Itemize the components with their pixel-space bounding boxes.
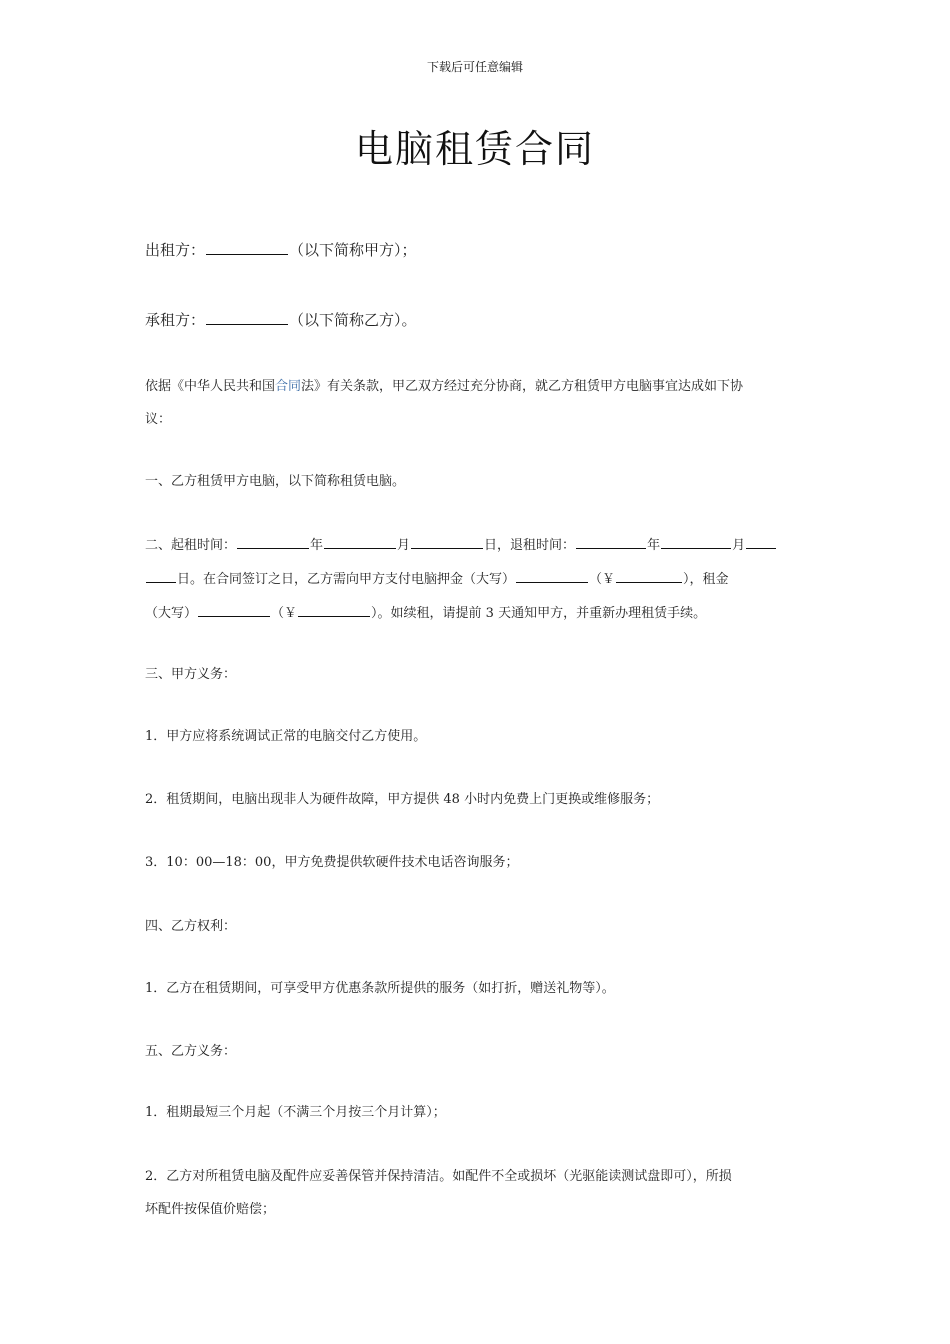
end-day-blank-b[interactable] <box>146 569 176 583</box>
lessor-label: 出租方： <box>145 241 206 259</box>
start-time-label: 二、起租时间： <box>145 538 237 553</box>
lessee-blank[interactable] <box>206 311 288 325</box>
clause-2-line-1 <box>145 535 810 554</box>
rent-yen-open: （￥ <box>271 606 298 621</box>
clause-3-item-1: 1．甲方应将系统调试正常的电脑交付乙方使用。 <box>145 729 427 744</box>
clause-5-title: 五、乙方义务： <box>145 1044 237 1059</box>
contract-law-link[interactable]: 合同 <box>275 379 302 394</box>
clause-5-item-2: 2．乙方对所租赁电脑及配件应妥善保管并保持清洁。如配件不全或损坏（光驱能读测试盘即可），所损 <box>145 1169 732 1184</box>
lessee-suffix: （以下简称乙方）。 <box>289 311 417 329</box>
header-note: 下载后可任意编辑 <box>426 60 523 74</box>
clause-2-line-3 <box>145 603 810 622</box>
end-day-blank-a[interactable] <box>746 535 776 549</box>
end-year-blank[interactable] <box>576 535 646 549</box>
clause-5-item-2-cont: 坏配件按保值价赔偿； <box>145 1202 276 1217</box>
month-label: 月 <box>397 538 411 553</box>
deposit-amount-blank[interactable] <box>616 569 682 583</box>
rent-words-label: （大写） <box>145 606 198 621</box>
preamble-text-a: 依据《中华人民共和国 <box>145 379 276 394</box>
clause-1: 一、乙方租赁甲方电脑，以下简称租赁电脑。 <box>145 474 406 489</box>
clause-5-item-1: 1．租期最短三个月起（不满三个月按三个月计算）； <box>145 1105 446 1120</box>
clause-3-item-2: 2．租赁期间，电脑出现非人为硬件故障，甲方提供 48 小时内免费上门更换或维修服务； <box>145 792 660 807</box>
renewal-text: ）。如续租，请提前 3 天通知甲方，并重新办理租赁手续。 <box>371 606 707 621</box>
rent-amount-blank[interactable] <box>298 603 370 617</box>
start-month-blank[interactable] <box>324 535 396 549</box>
start-year-blank[interactable] <box>237 535 309 549</box>
preamble-line-1 <box>145 378 810 395</box>
clause-4-title: 四、乙方权利： <box>145 919 237 934</box>
end-time-label: 日，退租时间： <box>484 538 576 553</box>
lessee-label: 承租方： <box>145 311 206 329</box>
lessor-blank[interactable] <box>206 241 288 255</box>
start-day-blank[interactable] <box>411 535 483 549</box>
clause-2-line-2 <box>145 569 810 588</box>
year-label-2: 年 <box>647 538 661 553</box>
clause-4-item-1: 1．乙方在租赁期间，可享受甲方优惠条款所提供的服务（如打折，赠送礼物等）。 <box>145 981 615 996</box>
preamble-text-b: 法》有关条款，甲乙双方经过充分协商，就乙方租赁甲方电脑事宜达成如下协 <box>301 379 744 394</box>
year-label: 年 <box>310 538 324 553</box>
deposit-text: 日。在合同签订之日，乙方需向甲方支付电脑押金（大写） <box>177 572 516 587</box>
deposit-words-blank[interactable] <box>516 569 588 583</box>
lessor-suffix: （以下简称甲方）； <box>289 241 417 259</box>
clause-3-title: 三、甲方义务： <box>145 667 237 682</box>
lessee-line <box>145 311 810 329</box>
deposit-yen-open: （￥ <box>589 572 616 587</box>
lessor-line <box>145 241 810 259</box>
preamble-line-2: 议： <box>145 412 172 427</box>
end-month-blank[interactable] <box>661 535 731 549</box>
month-label-2: 月 <box>732 538 746 553</box>
document-title: 电脑租赁合同 <box>354 127 595 171</box>
rent-words-blank[interactable] <box>198 603 270 617</box>
clause-3-item-3: 3．10：00—18：00，甲方免费提供软硬件技术电话咨询服务； <box>145 855 519 870</box>
rent-label: ），租金 <box>683 572 729 587</box>
